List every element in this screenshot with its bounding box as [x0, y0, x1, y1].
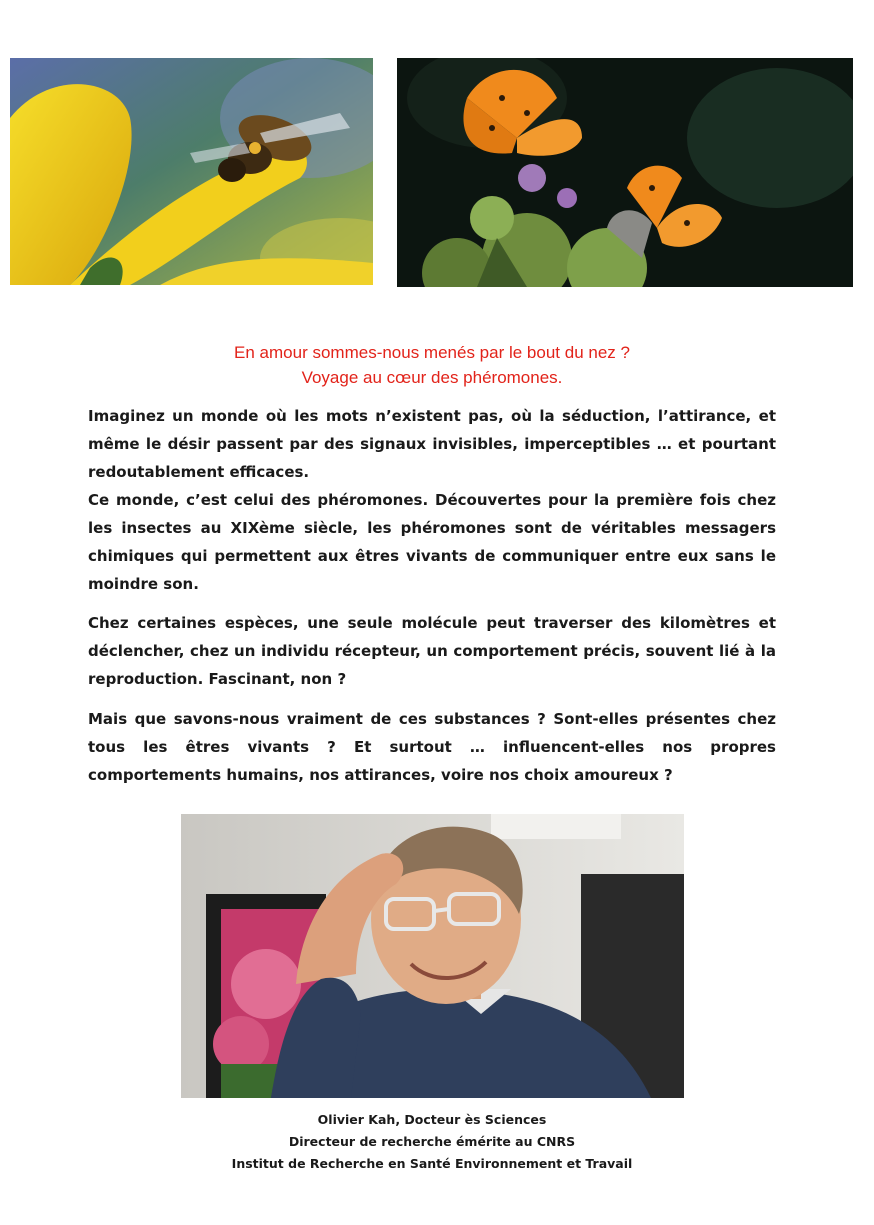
- intro-paragraph-1: Imaginez un monde où les mots n’existent pas, où la séduction, l’attirance, et même le désir passent par des signaux invisibles, imperceptibles … et pourtant redoutablement efficaces.: [88, 407, 776, 481]
- intro-paragraph-2: Ce monde, c’est celui des phéromones. Découvertes pour la première fois chez les insectes au XIXème siècle, les phéromones sont de véritables messagers chimiques qui permettent aux êtres vivants de communiquer entre eux sans le moindre son.: [88, 491, 776, 593]
- caption-institute: Institut de Recherche en Santé Environnement et Travail: [231, 1156, 633, 1171]
- portrait-photo: [181, 814, 684, 1098]
- caption-role: Directeur de recherche émérite au CNRS: [288, 1134, 576, 1149]
- bee-on-flower-photo: [10, 58, 373, 285]
- article-title-line-2: Voyage au cœur des phéromones.: [301, 368, 563, 387]
- bee-photo-illustration: [10, 58, 373, 285]
- paragraph-species-text: Chez certaines espèces, une seule molécule peut traverser des kilomètres et déclencher, chez un individu récepteur, un comportement précis, souvent lié à la reproduction. Fascinant, non ?: [88, 614, 776, 688]
- intro-paragraphs: [88, 402, 776, 598]
- caption-name: Olivier Kah, Docteur ès Sciences: [317, 1112, 547, 1127]
- butterflies-photo-illustration: [397, 58, 853, 287]
- article-title-line-1: En amour sommes-nous menés par le bout du nez ?: [234, 343, 630, 362]
- paragraph-questions: [88, 705, 776, 789]
- portrait-caption: [100, 1109, 764, 1175]
- portrait-photo-illustration: [181, 814, 684, 1098]
- paragraph-species: [88, 609, 776, 693]
- paragraph-questions-text: Mais que savons-nous vraiment de ces substances ? Sont-elles présentes chez tous les êtres vivants ? Et surtout … influencent-elles nos propres comportements humains, nos attirances, voire nos choix amoureux ?: [88, 710, 776, 784]
- butterflies-photo: [397, 58, 853, 287]
